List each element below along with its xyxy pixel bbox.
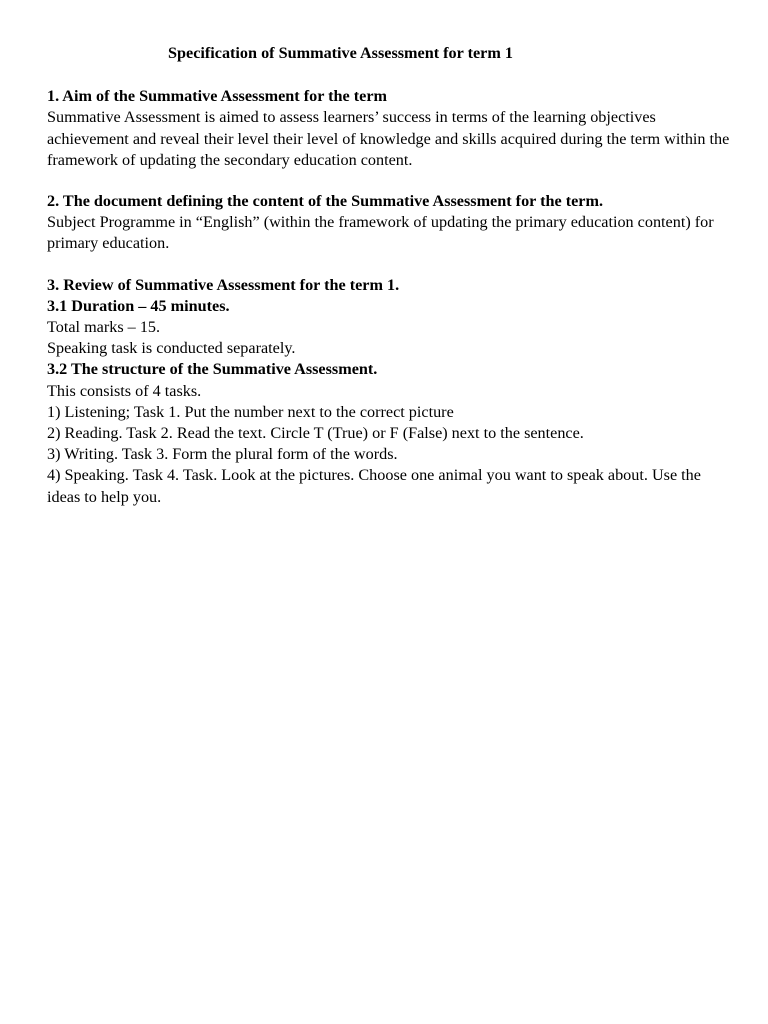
- task-item-writing: 3) Writing. Task 3. Form the plural form of the words.: [47, 445, 398, 464]
- task-item-reading: 2) Reading. Task 2. Read the text. Circle T (True) or F (False) next to the sentence.: [47, 424, 584, 443]
- section-content-document-body: Subject Programme in “English” (within the framework of updating the primary education content) for primary education.: [47, 213, 714, 253]
- document-page: [47, 43, 737, 528]
- tasks-intro: This consists of 4 tasks.: [47, 381, 202, 400]
- structure-heading: 3.2 The structure of the Summative Assessment.: [47, 360, 378, 379]
- total-marks: Total marks – 15.: [47, 318, 161, 337]
- section-aim-heading: 1. Aim of the Summative Assessment for the term: [47, 87, 388, 106]
- document-title: Specification of Summative Assessment for term 1: [168, 44, 513, 62]
- section-review-heading: 3. Review of Summative Assessment for the term 1.: [47, 275, 400, 294]
- section-aim: [47, 86, 737, 171]
- section-aim-body: Summative Assessment is aimed to assess learners’ success in terms of the learning objectives achievement and reveal their level their level of knowledge and skills acquired during the term within the framework of updating the secondary education content.: [47, 108, 730, 169]
- duration-heading: 3.1 Duration – 45 minutes.: [47, 296, 230, 315]
- speaking-note: Speaking task is conducted separately.: [47, 339, 296, 358]
- section-content-document-heading: 2. The document defining the content of the Summative Assessment for the term.: [47, 192, 604, 211]
- task-item-speaking: 4) Speaking. Task 4. Task. Look at the pictures. Choose one animal you want to speak about. Use the ideas to help you.: [47, 466, 701, 506]
- task-item-listening: 1) Listening; Task 1. Put the number next to the correct picture: [47, 402, 454, 421]
- section-review: [47, 275, 737, 508]
- section-content-document: [47, 191, 737, 255]
